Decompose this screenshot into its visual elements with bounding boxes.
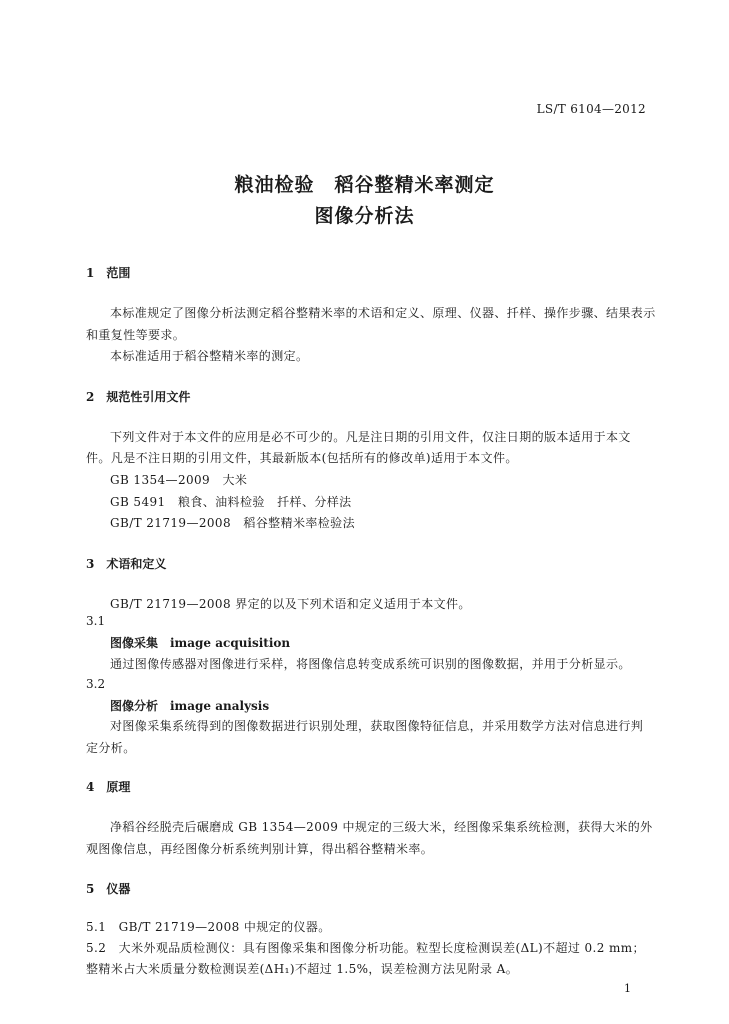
term-definition-line2: 定分析。 [86,741,136,755]
reference-item: GB 5491 粮食、油料检验 扦样、分样法 [110,495,352,509]
references-paragraph-line2: 件。凡是不注日期的引用文件，其最新版本(包括所有的修改单)适用于本文件。 [86,451,518,465]
term-definition-line1: 对图像采集系统得到的图像数据进行识别处理，获取图像特征信息，并采用数学方法对信息进行判 [110,719,644,733]
scope-applicability: 本标准适用于稻谷整精米率的测定。 [110,349,309,363]
terms-intro: GB/T 21719—2008 界定的以及下列术语和定义适用于本文件。 [110,597,471,611]
term-title: 图像分析 image analysis [110,699,270,713]
document-subtitle: 图像分析法 [314,205,415,227]
scope-paragraph-line1: 本标准规定了图像分析法测定稻谷整精米率的术语和定义、原理、仪器、扦样、操作步骤、结果表示 [110,306,656,320]
standard-number: LS/T 6104—2012 [536,102,646,116]
document-title: 粮油检验 稻谷整精米率测定 [234,174,495,196]
term-number: 3.2 [86,677,106,691]
term-number: 3.1 [86,614,106,628]
reference-item: GB/T 21719—2008 稻谷整精米率检验法 [110,516,355,530]
apparatus-item-line2: 整精米占大米质量分数检测误差(ΔH₁)不超过 1.5%，误差检测方法见附录 A。 [86,962,519,976]
principle-paragraph-line2: 观图像信息，再经图像分析系统判别计算，得出稻谷整精米率。 [86,842,434,856]
term-definition: 通过图像传感器对图像进行采样，将图像信息转变成系统可识别的图像数据，并用于分析显示。 [110,657,631,671]
apparatus-item-line1: 5.2 大米外观品质检测仪：具有图像采集和图像分析功能。粒型长度检测误差(ΔL)不超过 0.2 mm； [86,941,645,955]
section-heading-references: 2 规范性引用文件 [86,390,191,404]
principle-paragraph-line1: 净稻谷经脱壳后碾磨成 GB 1354—2009 中规定的三级大米，经图像采集系统检测，获得大米的外 [110,820,653,834]
section-heading-apparatus: 5 仪器 [86,882,131,896]
references-paragraph-line1: 下列文件对于本文件的应用是必不可少的。凡是注日期的引用文件，仅注日期的版本适用于本文 [110,430,631,444]
section-heading-terms: 3 术语和定义 [86,557,167,571]
page-number: 1 [624,982,631,995]
apparatus-item: 5.1 GB/T 21719—2008 中规定的仪器。 [86,920,331,934]
section-heading-principle: 4 原理 [86,780,131,794]
section-heading-scope: 1 范围 [86,266,131,280]
reference-item: GB 1354—2009 大米 [110,473,248,487]
term-title: 图像采集 image acquisition [110,636,291,650]
scope-paragraph-line2: 和重复性等要求。 [86,328,186,342]
